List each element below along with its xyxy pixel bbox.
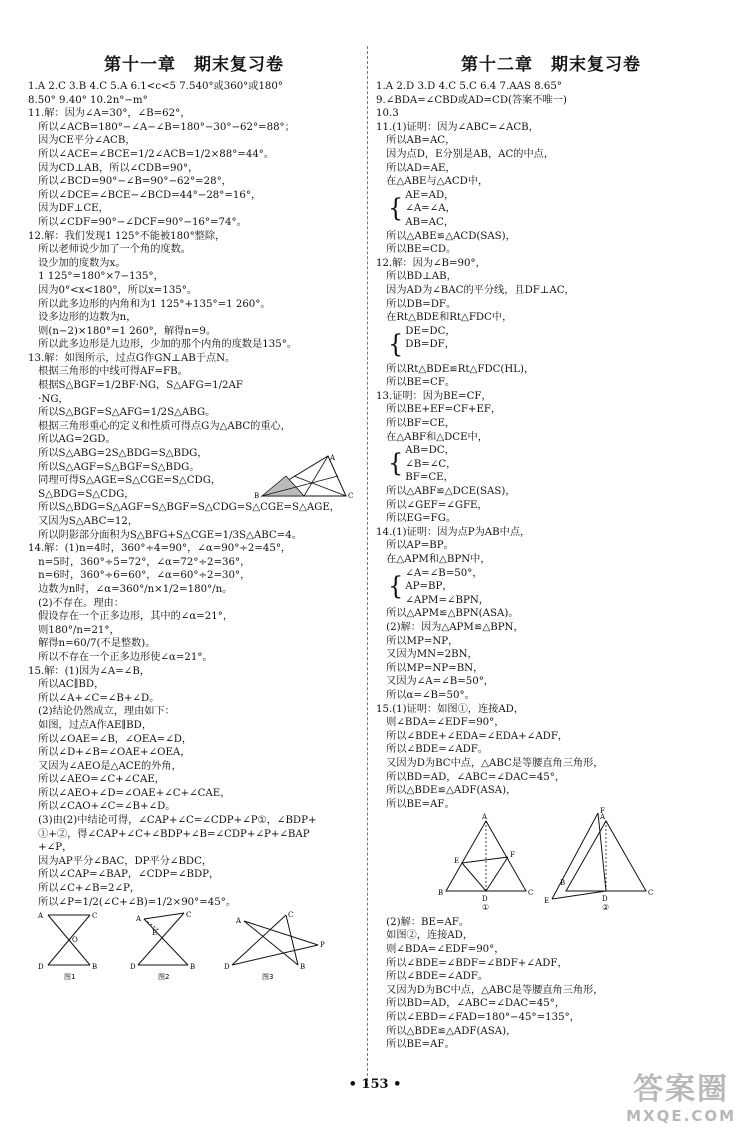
fig3-label-d: D [224, 963, 230, 972]
answer-line: 因为CE平分∠ACB， [28, 135, 136, 147]
answer-line: 在△APM和△BPN中， [376, 554, 491, 565]
brace-icon: { [388, 448, 404, 478]
answer-line: AB=DC， [405, 445, 455, 457]
figure-3 [224, 911, 325, 981]
answer-line: 所以∠AEO=∠C+∠CAE， [28, 774, 165, 786]
answer-line: 所以∠BDE=∠ADF。 [376, 744, 489, 756]
answer-line: (2)解：因为△APM≌△BPN， [376, 621, 524, 633]
answer-line: 所以MP=NP， [376, 635, 459, 647]
answer-line: 14.解：(1)n=4时，360°÷4=90°，∠α=90°÷2=45°， [28, 543, 292, 555]
svg-text:C: C [528, 889, 534, 898]
fig2-label-e: E [152, 929, 158, 938]
answer-line: (2)不存在。理由： [28, 597, 124, 609]
fig13-label-c: C [348, 492, 354, 501]
answer-line: 根据S△BGF=1/2BF·NG，S△AFG=1/2AF [28, 380, 243, 392]
answer-line: 所以此多边形是九边形，少加的那个内角的度数是135°。 [28, 339, 298, 351]
fig13-label-b: B [254, 492, 260, 501]
answer-line: (2)结论仍然成立，理由如下： [28, 706, 175, 718]
answer-line: ∠A=∠A， [405, 203, 456, 215]
answer-line: 如图②，连接AD， [376, 930, 474, 942]
answer-line: n=6时，360°÷6=60°，∠α=60°÷2=30°， [28, 570, 251, 582]
answer-line: 所以∠C+∠B=2∠P， [28, 883, 141, 895]
svg-text:①: ① [482, 903, 490, 913]
fig3-label-p: P [320, 941, 325, 950]
chapter-11-title: 第十一章 期末复习卷 [104, 55, 284, 75]
answer-line: 所以AB=AC， [376, 135, 456, 147]
answer-line: 所以∠A+∠C=∠B+∠D。 [28, 692, 160, 704]
svg-text:D: D [602, 895, 608, 904]
answer-line: 边数为n时，∠α=360°/n×1/2=180°/n。 [28, 583, 233, 595]
answer-line: 在△ABF和△DCE中， [376, 431, 488, 443]
answer-line: 所以∠CAP=∠BAP，∠CDP=∠BDP， [28, 869, 220, 881]
answer-line: 又因为∠AEO是△ACE的外角， [28, 760, 182, 772]
answer-line: 因为CD⊥AB，所以∠CDB=90°， [28, 162, 199, 174]
svg-text:F: F [510, 851, 515, 860]
answer-line: 所以∠CAO+∠C=∠B+∠D。 [28, 801, 176, 813]
answer-line: 13.解：如图所示，过点G作GN⊥AB于点N。 [28, 352, 236, 364]
answer-line: 所以BE=CF。 [376, 377, 456, 389]
answer-line: 所以∠D+∠B=∠OAE+∠OEA， [28, 747, 191, 759]
answer-line: 所以BE=AF。 [376, 798, 455, 810]
answer-line: 所以Rt△BDE≌Rt△FDC(HL)， [376, 363, 535, 375]
answer-line: 所以BD=AD，∠ABC=∠DAC=45°， [376, 998, 566, 1010]
answer-line: ·NG， [28, 393, 69, 405]
answer-line: 11.解：因为∠A=30°，∠B=62°， [28, 108, 191, 120]
answer-line: 又因为MN=2BN， [376, 649, 478, 661]
answer-line: 所以∠EBD=∠FAD=180°−45°=135°， [376, 1012, 580, 1024]
svg-text:C: C [648, 889, 654, 898]
answer-line: 因为AD为∠BAC的平分线，且DF⊥AC， [376, 284, 575, 296]
answer-line: 所以BD⊥AB， [376, 271, 457, 283]
answer-line: 在△ABE与△ACD中， [376, 176, 489, 188]
fig1-label-a: A [38, 912, 44, 921]
answer-line: 所以S△ABG=2S△BDG=S△BDG， [28, 448, 208, 460]
watermark-logo [626, 1073, 736, 1125]
left-column [28, 52, 360, 981]
page-number: • 153 • [348, 1077, 402, 1092]
answer-line: 同理可得S△AGE=S△CGE=S△CDG， [28, 475, 222, 487]
brace-icon: { [388, 192, 404, 223]
answer-line: 所以BE=AF。 [376, 1039, 455, 1051]
brace-conditions [388, 444, 726, 485]
answer-line: DE=DC， [405, 325, 456, 337]
answer-line: 又因为S△ABC=12， [28, 516, 139, 527]
svg-text:F: F [600, 807, 605, 816]
answer-line: ∠B=∠C， [405, 458, 457, 470]
answer-line: 10.3 [376, 108, 399, 120]
answer-line: S△BDG=S△CDG， [28, 488, 135, 500]
answer-line: 所以∠BDE+∠EDA=∠EDA+∠ADF， [376, 730, 569, 742]
answer-line: 所以∠BCD=90°−∠B=90°−62°=28°， [28, 176, 232, 188]
answer-line: AP=BP， [405, 581, 453, 593]
answer-line: 所以BE=CD。 [376, 244, 457, 256]
figure-circle-2 [544, 807, 653, 912]
answer-line: +∠P， [28, 842, 73, 854]
answer-line: n=5时，360°÷5=72°，∠α=72°÷2=36°， [28, 556, 251, 568]
answer-line: 所以不存在一个正多边形使∠α=21°。 [28, 651, 213, 663]
answer-line: 则180°/n=21°， [28, 624, 120, 636]
fig3-label-c: C [288, 911, 294, 920]
fig13-label-a: A [330, 454, 336, 463]
answer-line: 所以∠ACE=∠BCE=1/2∠ACB=1/2×88°=44°。 [28, 148, 275, 160]
answer-line: 所以此多边形的内角和为1 125°+135°=1 260°。 [28, 298, 271, 310]
answer-line: 所以∠OAE=∠B，∠OEA=∠D， [28, 733, 193, 745]
answer-line: (3)由(2)中结论可得，∠CAP+∠C=∠CDP+∠P①，∠BDP+ [28, 815, 317, 827]
answer-line: 15.(1)证明：如图①，连接AD， [376, 703, 525, 715]
answer-line: 所以∠ACB=180°−∠A−∠B=180°−30°−62°=88°； [28, 121, 295, 133]
figures-15-right [376, 807, 696, 913]
fig2-label-b: B [190, 963, 196, 972]
figure-1 [37, 912, 97, 981]
answer-line: 则(n−2)×180°=1 260°，解得n=9。 [28, 325, 217, 337]
answer-line: 所以EG=FG。 [376, 513, 457, 525]
answer-line: 因为0°<x<180°，所以x=135°。 [28, 284, 198, 296]
answer-line: 8.50° 9.40° 10.2n°−m° [28, 94, 148, 106]
answer-line: 则∠BDA=∠EDF=90°， [376, 717, 505, 729]
fig1-label-c: C [92, 912, 98, 921]
fig2-label-a: A [136, 915, 142, 924]
answer-line: 9.∠BDA=∠CBD或AD=CD(答案不唯一) [376, 94, 567, 106]
svg-text:A: A [600, 813, 606, 822]
brace-icon: { [388, 328, 404, 359]
answer-line: 解得n=60/7(不是整数)。 [28, 638, 156, 650]
svg-text:②: ② [602, 903, 610, 913]
answer-line: 13.证明：因为BE=CF， [376, 390, 492, 402]
answer-line: ∠APM=∠BPN， [405, 594, 489, 606]
answer-line: BF=CE， [405, 472, 454, 484]
answer-line: 所以△BDE≌△ADF(ASA)， [376, 785, 517, 797]
figure-1-caption: 图1 [64, 973, 76, 982]
answer-line: 所以BD=AD，∠ABC=∠DAC=45°， [376, 771, 566, 783]
answer-line: 所以S△AGF=S△BGF=S△BDG。 [28, 461, 200, 473]
fig2-label-d: D [130, 963, 136, 972]
answer-line: DB=DF， [405, 339, 455, 351]
watermark-text: 答案圈 [633, 1072, 730, 1107]
answer-line: 在Rt△BDE和Rt△FDC中， [376, 312, 513, 324]
answer-line: 根据三角形的中线可得AF=FB。 [28, 366, 188, 378]
chapter-12-title: 第十二章 期末复习卷 [461, 55, 641, 75]
triangle-figure-13 [28, 454, 354, 501]
answer-line: 又因为D为BC中点，△ABC是等腰直角三角形， [376, 984, 604, 996]
answer-line: 所以AP=BP。 [376, 540, 454, 552]
svg-text:E: E [454, 857, 460, 866]
answer-line: 所以∠P=1/2(∠C+∠B)=1/2×90°=45°。 [28, 896, 237, 908]
answer-line: 又因为∠A=∠B=50°， [376, 676, 494, 688]
answer-line: 则∠BDA=∠EDF=90°， [376, 944, 505, 956]
answer-line: AE=AD， [405, 189, 455, 201]
answer-line: 所以老师说少加了一个角的度数。 [28, 244, 191, 256]
answer-line: 所以∠CDF=90°−∠DCF=90°−16°=74°。 [28, 216, 247, 228]
answer-line: 根据三角形重心的定义和性质可得点G为△ABC的重心， [28, 420, 291, 432]
figure-circle-1 [438, 813, 533, 912]
answer-line: 所以S△BDG=S△AGF=S△BGF=S△CDG=S△CGE=S△AGE， [28, 502, 340, 514]
answer-line: (2)解：BE=AF。 [376, 916, 470, 928]
answer-line: 所以AD=AE， [376, 162, 456, 174]
answer-line: 14.(1)证明：因为点P为AB中点， [376, 526, 531, 538]
answer-line: 所以DB=DF。 [376, 298, 457, 310]
fig1-label-d: D [38, 963, 44, 972]
answer-line: 又因为D为BC中点，△ABC是等腰直角三角形， [376, 757, 604, 769]
answer-line: 所以△APM≌△BPN(ASA)。 [376, 608, 519, 620]
answer-line: 1.A 2.D 3.D 4.C 5.C 6.4 7.AAS 8.65° [376, 81, 562, 92]
answer-line: 如图，过点A作AE∥BD， [28, 719, 153, 731]
answer-line: 12.解：因为∠B=90°， [376, 257, 486, 269]
answer-line: 所以∠AEO+∠D=∠OAE+∠C+∠CAE， [28, 787, 231, 799]
left-answers-part2 [28, 542, 360, 909]
answer-line: 所以BF=CE， [376, 418, 456, 430]
brace-conditions [388, 189, 726, 230]
answer-line: 假设存在一个正多边形，其中的∠α=21°， [28, 611, 234, 623]
answer-line: 所以∠GEF=∠GFE， [376, 499, 488, 511]
fig1-label-b: B [92, 963, 98, 972]
answer-line: 所以△ABF≌△DCE(SAS)， [376, 486, 516, 498]
answer-line: 所以△ABE≌△ACD(SAS)， [376, 230, 516, 242]
answer-line: 所以MP=NP=BN， [376, 662, 484, 674]
right-answers [376, 80, 726, 1052]
answer-line: 设多边形的边数为n， [28, 312, 137, 324]
answer-line: 所以AC∥BD， [28, 679, 105, 691]
answer-line: 因为AP平分∠BAC，DP平分∠BDC， [28, 855, 213, 867]
answer-line: AB=AC， [405, 216, 455, 228]
svg-text:B: B [560, 879, 566, 888]
column-divider [367, 46, 368, 1086]
figure-2-caption: 图2 [158, 973, 170, 982]
answer-line: 所以∠BDE=∠BDF=∠BDF+∠ADF， [376, 957, 568, 969]
answer-line: ∠A=∠B=50°， [405, 567, 483, 579]
svg-text:A: A [482, 813, 488, 822]
answer-line: 因为DF⊥CE， [28, 203, 109, 215]
figure-3-caption: 图3 [262, 973, 274, 982]
answer-line: 设少加的度数为x。 [28, 257, 126, 269]
answer-line: 1.A 2.C 3.B 4.C 5.A 6.1<c<5 7.540°或360°或180° [28, 81, 283, 92]
watermark-url: MXQE.COM [626, 1107, 736, 1125]
answer-line: 所以BE+EF=CF+EF， [376, 404, 502, 416]
brace-conditions [388, 567, 726, 608]
svg-text:B: B [438, 889, 444, 898]
brace-conditions [388, 325, 726, 363]
answer-line: 所以AG=2GD。 [28, 434, 116, 446]
answer-line: 11.(1)证明：因为∠ABC=∠ACB， [376, 121, 539, 133]
figures-15 [28, 909, 348, 981]
answer-line: 12.解：我们发现1 125°不能被180°整除， [28, 230, 226, 242]
figure-2 [130, 911, 195, 981]
fig2-label-c: C [186, 911, 192, 920]
fig3-label-b: B [300, 963, 306, 972]
answer-line: 15.解：(1)因为∠A=∠B， [28, 665, 151, 677]
answer-line: 所以阴影部分面积为S△BFG+S△CGE=1/3S△ABC=4。 [28, 529, 302, 541]
svg-text:D: D [482, 895, 488, 904]
answer-line: 所以α=∠B=50°。 [376, 689, 475, 701]
answer-line: 所以∠DCE=∠BCE−∠BCD=44°−28°=16°， [28, 189, 262, 201]
answer-line: ①+②，得∠CAP+∠C+∠BDP+∠B=∠CDP+∠P+∠BAP [28, 828, 310, 840]
answer-line: 1 125°=180°×7−135°， [28, 271, 164, 283]
svg-text:E: E [544, 897, 550, 906]
brace-icon: { [388, 570, 404, 601]
answer-line: 因为点D，E分别是AB，AC的中点， [376, 148, 555, 160]
fig3-label-a: A [236, 917, 242, 926]
answer-line: 所以S△BGF=S△AFG=1/2S△ABG。 [28, 407, 216, 419]
right-column [376, 52, 726, 1052]
answer-line: 所以∠BDE=∠ADF。 [376, 971, 489, 983]
answer-line: 所以△BDE≌△ADF(ASA)， [376, 1025, 517, 1037]
fig1-label-o: O [72, 936, 78, 945]
